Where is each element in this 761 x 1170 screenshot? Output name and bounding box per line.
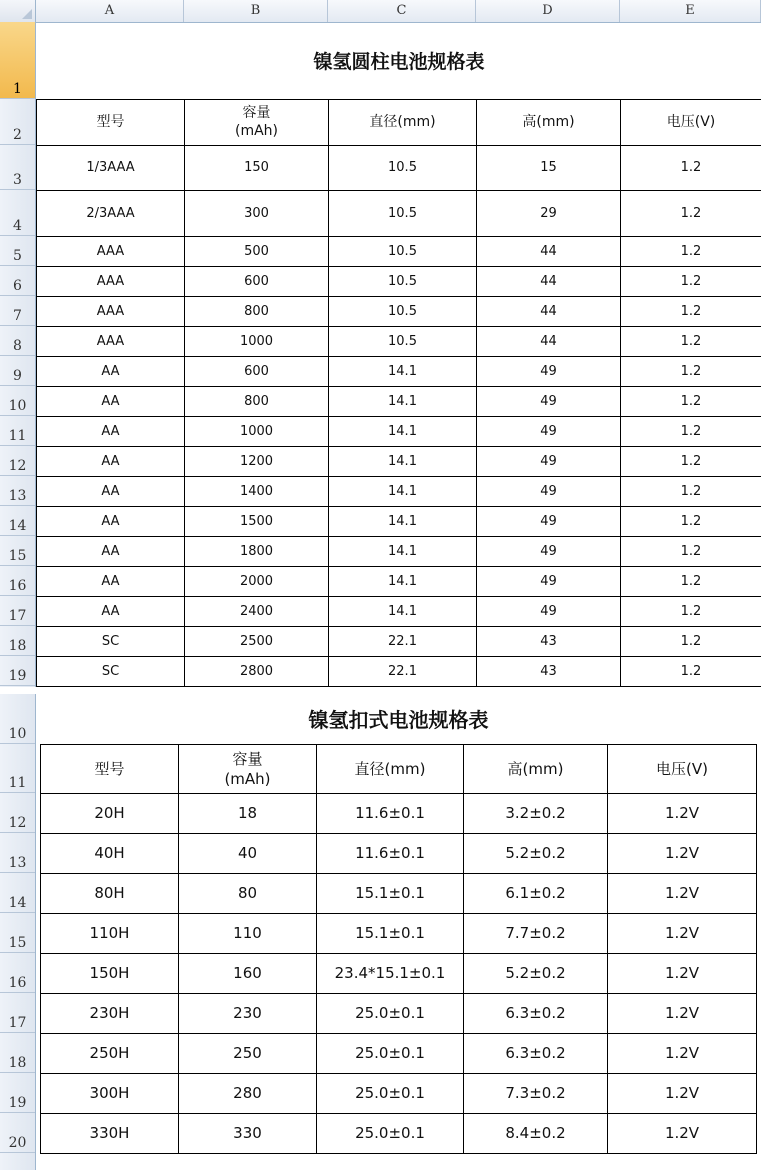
row-number[interactable] [0,993,35,1033]
table-cell[interactable]: 1.2 [621,596,761,626]
row-number[interactable] [0,446,35,476]
table-title[interactable]: 镍氢圆柱电池规格表 [313,50,485,73]
table-cell[interactable]: 160 [179,953,317,993]
table-cell[interactable]: 600 [185,266,329,296]
table-cell[interactable]: 1200 [185,446,329,476]
column-header-b[interactable]: B [184,0,328,22]
table-cell[interactable]: 2000 [185,566,329,596]
row-number-label: 5 [13,248,22,264]
table-cell[interactable]: 110 [179,913,317,953]
row-number-label: 14 [8,895,27,911]
table-cell[interactable]: 14.1 [329,416,477,446]
table-row [37,476,761,506]
screenshot-separator [0,687,761,694]
table-cell[interactable]: 800 [185,296,329,326]
table-cell[interactable]: 18 [179,793,317,833]
table-cell[interactable]: 49 [477,566,621,596]
table-cell[interactable]: 1.2 [621,236,761,266]
table-cell[interactable]: 22.1 [329,656,477,686]
row-number-label: 1 [13,81,22,97]
table-cell[interactable]: 330H [41,1113,179,1153]
table-cell[interactable]: 10.5 [329,236,477,266]
row-number[interactable] [0,913,35,953]
row-number-label: 17 [8,608,27,624]
column-header-cell[interactable]: 高(mm) [464,744,608,793]
table-cell[interactable]: 44 [477,236,621,266]
table-row [37,596,761,626]
table-cell[interactable]: 10.5 [329,190,477,236]
table-cell[interactable]: 1000 [185,416,329,446]
table-cell[interactable]: 300 [185,190,329,236]
row-number[interactable] [0,626,35,656]
table-cell[interactable]: 1.2 [621,266,761,296]
select-all-corner[interactable] [0,0,36,22]
row-number-label: 10 [8,398,27,414]
table-row [41,993,757,1033]
table-row [41,1073,757,1113]
table-cell[interactable]: 250H [41,1033,179,1073]
table-cell[interactable]: 49 [477,446,621,476]
table-cell[interactable]: 150 [185,145,329,190]
table-cell[interactable]: 300H [41,1073,179,1113]
table-cell[interactable]: 49 [477,476,621,506]
table-cell[interactable]: 49 [477,386,621,416]
table-cell[interactable]: 1.2 [621,536,761,566]
table-cell[interactable]: 1.2 [621,416,761,446]
row-number[interactable] [0,266,35,296]
table-cell[interactable]: 14.1 [329,536,477,566]
table-row [37,626,761,656]
column-header-cell[interactable]: 直径(mm) [329,99,477,145]
row-number-label: 15 [8,548,27,564]
table-cell[interactable]: 10.5 [329,266,477,296]
table-cell[interactable]: 80H [41,873,179,913]
table-cell[interactable]: 49 [477,416,621,446]
row-number-label: 11 [8,775,27,791]
table-cell[interactable]: AA [37,476,185,506]
table-cell[interactable]: 6.1±0.2 [464,873,608,913]
column-header-cell[interactable]: 直径(mm) [317,744,464,793]
table-cell[interactable]: 14.1 [329,596,477,626]
row-number-label: 8 [13,338,22,354]
row-number[interactable] [0,416,35,446]
row-number-label: 2 [13,127,22,143]
table-cell[interactable]: AA [37,446,185,476]
table-row [37,326,761,356]
table-cell[interactable]: 25.0±0.1 [317,1033,464,1073]
table-row [37,190,761,236]
row-number-label: 19 [8,1095,27,1111]
table-cell[interactable]: 1.2 [621,476,761,506]
row-number-label: 19 [8,668,27,684]
row-number-label: 14 [8,518,27,534]
row-number[interactable] [0,22,35,99]
table-cell[interactable]: 5.2±0.2 [464,833,608,873]
table-row [37,145,761,190]
table-cell[interactable]: AA [37,356,185,386]
table-cell[interactable]: 600 [185,356,329,386]
table-cell[interactable]: 14.1 [329,446,477,476]
row-number[interactable] [0,236,35,266]
row-number[interactable] [0,190,35,236]
row-number[interactable] [0,296,35,326]
row-number[interactable] [0,536,35,566]
table-cell[interactable]: 44 [477,296,621,326]
header-row [41,744,757,793]
table-cell[interactable]: 1.2V [608,833,757,873]
row-number[interactable] [0,99,35,145]
row-number[interactable] [0,356,35,386]
column-header-cell[interactable]: 电压(V) [608,744,757,793]
table-row [37,386,761,416]
table-cell[interactable]: 15 [477,145,621,190]
column-header-e[interactable]: E [620,0,761,22]
row-number-label: 16 [8,578,27,594]
table-cell[interactable]: 3.2±0.2 [464,793,608,833]
column-header-cell[interactable]: 高(mm) [477,99,621,145]
table-cell[interactable]: AA [37,386,185,416]
table-cell[interactable]: 1800 [185,536,329,566]
row-number[interactable] [0,1033,35,1073]
table-cell[interactable]: 14.1 [329,386,477,416]
table-cell[interactable]: 1.2 [621,326,761,356]
row-number-label: 20 [8,1135,27,1151]
row-number[interactable] [0,694,35,744]
table-cell[interactable]: 1.2 [621,446,761,476]
row-number[interactable] [0,873,35,913]
row-number-label: 12 [8,458,27,474]
table-cell[interactable]: 14.1 [329,356,477,386]
row-number[interactable] [0,953,35,993]
table-row [37,656,761,686]
table-cell[interactable]: 800 [185,386,329,416]
table-cell[interactable]: 1.2 [621,145,761,190]
table-row [37,506,761,536]
table-cell[interactable]: SC [37,626,185,656]
table-cell[interactable]: 7.7±0.2 [464,913,608,953]
column-header-a[interactable]: A [36,0,184,22]
table-cell[interactable]: 5.2±0.2 [464,953,608,993]
table-cell[interactable]: 1.2V [608,793,757,833]
table-cell[interactable]: 25.0±0.1 [317,993,464,1033]
table-cell[interactable]: 1.2V [608,913,757,953]
table-cell[interactable]: AAA [37,326,185,356]
table-cell[interactable]: 2/3AAA [37,190,185,236]
row-number-label: 13 [8,855,27,871]
table-cell[interactable]: 1000 [185,326,329,356]
table-row [41,913,757,953]
table-row [37,566,761,596]
row-number-label: 18 [8,1055,27,1071]
table-cell[interactable]: 6.3±0.2 [464,1033,608,1073]
table-cell[interactable]: 10.5 [329,326,477,356]
table-cell[interactable]: 1.2V [608,873,757,913]
table-row [41,833,757,873]
table-cell[interactable]: 29 [477,190,621,236]
table-cell[interactable]: 250 [179,1033,317,1073]
column-header-cell[interactable]: 容量 (mAh) [179,744,317,793]
column-header-cell[interactable]: 容量 (mAh) [185,99,329,145]
column-header-cell[interactable]: 型号 [41,744,179,793]
title-row [41,694,757,744]
row-number[interactable] [0,326,35,356]
column-header-cell[interactable]: 电压(V) [621,99,761,145]
table-cell[interactable]: 1.2 [621,190,761,236]
table-row [37,356,761,386]
table-cell[interactable]: AA [37,536,185,566]
table-cell[interactable]: AA [37,416,185,446]
row-number-label: 16 [8,975,27,991]
table-title[interactable]: 镍氢扣式电池规格表 [308,708,489,733]
title-row [37,22,761,99]
table-cell[interactable]: 1.2V [608,1033,757,1073]
table-cell[interactable]: 25.0±0.1 [317,1073,464,1113]
row-number[interactable] [0,506,35,536]
table-cell[interactable]: 49 [477,536,621,566]
row-number-label: 10 [8,726,27,742]
table-cell[interactable]: 330 [179,1113,317,1153]
table-row [37,446,761,476]
table-cell[interactable]: 110H [41,913,179,953]
table-cell[interactable]: 500 [185,236,329,266]
table-cell[interactable]: 1.2 [621,386,761,416]
table-cell[interactable]: 1.2 [621,296,761,326]
table-cell[interactable]: 1.2 [621,656,761,686]
row-number-label: 18 [8,638,27,654]
table-cell[interactable]: 43 [477,626,621,656]
column-header-cell[interactable]: 型号 [37,99,185,145]
row-number-label: 13 [8,488,27,504]
row-number[interactable] [0,566,35,596]
row-number[interactable] [0,145,35,190]
row-number-label: 7 [13,308,22,324]
column-header-strip [0,0,761,23]
table-cell[interactable]: 43 [477,656,621,686]
row-number[interactable] [0,744,35,793]
table-cell[interactable]: 1.2 [621,626,761,656]
table-cell[interactable]: 1.2 [621,566,761,596]
row-number[interactable] [0,476,35,506]
table-cell[interactable]: 49 [477,356,621,386]
row-number[interactable] [0,386,35,416]
table-cell[interactable]: 1500 [185,506,329,536]
table-cell[interactable]: 40H [41,833,179,873]
row-number[interactable] [0,596,35,626]
table-cell[interactable]: AA [37,506,185,536]
table-row [37,236,761,266]
row-number[interactable] [0,1113,35,1153]
table-cell[interactable]: 10.5 [329,296,477,326]
row-number-label: 3 [13,172,22,188]
row-number-label: 4 [13,218,22,234]
table-row [37,266,761,296]
table-cell[interactable]: 11.6±0.1 [317,833,464,873]
table-cell[interactable]: 7.3±0.2 [464,1073,608,1113]
table-cell[interactable]: 230H [41,993,179,1033]
table-cell[interactable]: 49 [477,506,621,536]
table-cell[interactable]: 14.1 [329,506,477,536]
table-cell[interactable]: 1.2V [608,953,757,993]
table-row [41,873,757,913]
table-cell[interactable]: 1.2V [608,1073,757,1113]
table-row [41,1033,757,1073]
table-cell[interactable]: 80 [179,873,317,913]
table-cell[interactable]: 1400 [185,476,329,506]
row-number-label: 11 [8,428,27,444]
table-cell[interactable]: AA [37,596,185,626]
row-number[interactable] [0,793,35,833]
row-number-label: 17 [8,1015,27,1031]
table-cell[interactable]: 14.1 [329,476,477,506]
table-cell[interactable]: AAA [37,236,185,266]
table-cell[interactable]: 25.0±0.1 [317,1113,464,1153]
table-cell[interactable]: 1.2V [608,1113,757,1153]
table-cell[interactable]: 8.4±0.2 [464,1113,608,1153]
table-cell[interactable]: 2400 [185,596,329,626]
table-cell[interactable]: 11.6±0.1 [317,793,464,833]
row-number-label: 15 [8,935,27,951]
spreadsheet-panel-button-cell [0,694,761,1170]
table-cell[interactable]: 20H [41,793,179,833]
table-cell[interactable]: 10.5 [329,145,477,190]
table-cell[interactable]: 1.2 [621,506,761,536]
table-cell[interactable]: 230 [179,993,317,1033]
table-cell[interactable]: 44 [477,326,621,356]
row-number[interactable] [0,833,35,873]
table-row [41,953,757,993]
table-cell[interactable]: 14.1 [329,566,477,596]
table-cell[interactable]: 6.3±0.2 [464,993,608,1033]
button-cell-battery-table [40,694,757,1154]
row-number[interactable] [0,656,35,686]
table-cell[interactable]: 49 [477,596,621,626]
column-header-c[interactable]: C [328,0,476,22]
table-row [37,416,761,446]
table-cell[interactable]: 15.1±0.1 [317,913,464,953]
table-cell[interactable]: 1.2V [608,993,757,1033]
table-cell[interactable]: 150H [41,953,179,993]
table-cell[interactable]: 1.2 [621,356,761,386]
table-cell[interactable]: 22.1 [329,626,477,656]
table-cell[interactable]: SC [37,656,185,686]
table-cell[interactable]: AAA [37,296,185,326]
table-row [41,793,757,833]
table-row [37,296,761,326]
table-row [37,536,761,566]
row-number-label: 12 [8,815,27,831]
table-cell[interactable]: AA [37,566,185,596]
table-cell[interactable]: 23.4*15.1±0.1 [317,953,464,993]
row-header-strip [0,22,36,687]
table-cell[interactable]: 2500 [185,626,329,656]
table-cell[interactable]: 40 [179,833,317,873]
table-cell[interactable]: AAA [37,266,185,296]
row-number-label: 9 [13,368,22,384]
row-header-strip [0,694,36,1170]
row-number[interactable] [0,1073,35,1113]
table-cell[interactable]: 44 [477,266,621,296]
table-cell[interactable]: 1/3AAA [37,145,185,190]
header-row [37,99,761,145]
table-cell[interactable]: 280 [179,1073,317,1113]
table-cell[interactable]: 15.1±0.1 [317,873,464,913]
row-number-label: 6 [13,278,22,294]
table-cell[interactable]: 2800 [185,656,329,686]
table-row [41,1113,757,1153]
column-header-d[interactable]: D [476,0,620,22]
cylindrical-battery-table [36,22,761,687]
